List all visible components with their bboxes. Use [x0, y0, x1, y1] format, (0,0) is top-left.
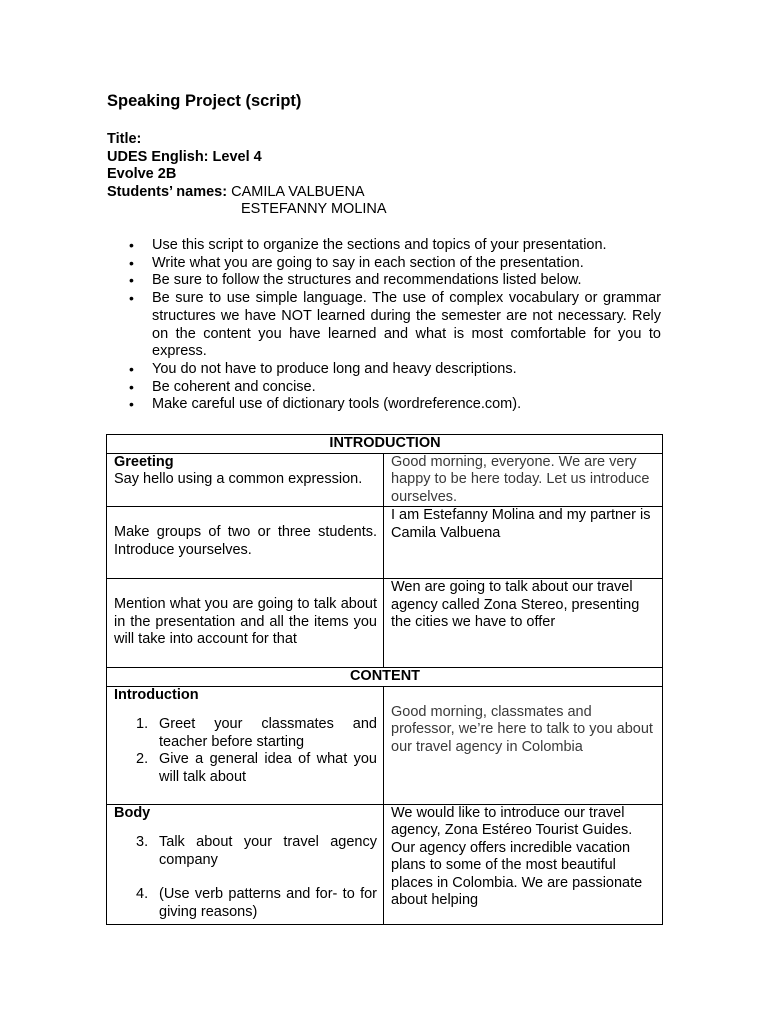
student-name-2: ESTEFANNY MOLINA [241, 201, 387, 217]
student-name-1: CAMILA VALBUENA [231, 183, 365, 200]
content-introduction-list [114, 716, 377, 786]
instructions-list [107, 237, 661, 414]
title-label: Title: [107, 131, 142, 147]
list-item: • Be coherent and concise. [129, 378, 316, 395]
content-body-answer: We would like to introduce our travel agency, Zona Estéreo Tourist Guides. Our agency offers incredible vacation plans to some of the most beautiful places in Colombia. We are passionate about helping [384, 804, 663, 924]
document-heading: Speaking Project (script) [107, 92, 302, 110]
script-table [106, 434, 663, 925]
book-name: Evolve 2B [107, 166, 177, 182]
bullet-icon: • [129, 378, 134, 395]
list-item: 2. Give a general idea of what you will talk about [136, 751, 377, 785]
topics-instruction-cell [107, 579, 384, 668]
table-row [107, 579, 663, 668]
greeting-instruction-cell [107, 453, 384, 507]
table-row [107, 435, 663, 454]
list-item: • Be sure to use simple language. The use of complex vocabulary or grammar structures we have NOT learned during the semester are not necessary. Rely on the content you have learned and what is most comfortable for you to express. [129, 290, 661, 360]
students-label: Students’ names: [107, 183, 228, 200]
table-row [107, 804, 663, 924]
content-introduction-label: Introduction [114, 686, 199, 703]
content-body-list [114, 834, 377, 921]
content-header: CONTENT [107, 668, 663, 687]
course-name: UDES English: Level 4 [107, 148, 262, 165]
list-item: • Write what you are going to say in each section of the presentation. [129, 254, 584, 271]
list-item: • Make careful use of dictionary tools (wordreference.com). [129, 396, 522, 413]
greeting-label: Greeting [114, 453, 174, 470]
introduction-header: INTRODUCTION [107, 435, 663, 454]
list-item: 4. (Use verb patterns and for- to for giving reasons) [136, 886, 377, 920]
table-row [107, 507, 663, 579]
groups-instruction-cell [107, 507, 384, 579]
bullet-icon: • [129, 254, 134, 271]
table-row [107, 453, 663, 507]
topics-answer: Wen are going to talk about our travel agency called Zona Stereo, presenting the cities we have to offer [384, 579, 663, 668]
document-meta [107, 131, 387, 219]
bullet-icon: • [129, 396, 134, 413]
list-item: • Use this script to organize the sections and topics of your presentation. [129, 237, 607, 253]
bullet-icon: • [129, 237, 134, 253]
content-body-cell [107, 804, 384, 924]
greeting-instruction: Say hello using a common expression. [114, 471, 363, 487]
groups-answer: I am Estefanny Molina and my partner is Camila Valbuena [384, 507, 663, 579]
content-introduction-answer: Good morning, classmates and professor, we’re here to talk to you about our travel agency in Colombia [391, 703, 653, 755]
table-row [107, 668, 663, 687]
table-row [107, 686, 663, 804]
list-item: • Be sure to follow the structures and recommendations listed below. [129, 272, 582, 289]
content-body-label: Body [114, 804, 151, 821]
students-line [107, 184, 387, 202]
content-introduction-answer-cell [384, 686, 663, 804]
bullet-icon: • [129, 272, 134, 289]
greeting-answer: Good morning, everyone. We are very happy to be here today. Let us introduce ourselves. [384, 453, 663, 507]
bullet-icon: • [129, 360, 134, 377]
bullet-icon: • [129, 290, 134, 307]
list-item: • You do not have to produce long and heavy descriptions. [129, 360, 517, 377]
topics-instruction: Mention what you are going to talk about in the presentation and all the items you will take into account for that [114, 596, 377, 647]
list-item: 3. Talk about your travel agency company [136, 834, 377, 868]
groups-instruction: Make groups of two or three students. Introduce yourselves. [114, 524, 377, 558]
list-item: 1. Greet your classmates and teacher before starting [136, 716, 377, 750]
content-introduction-cell [107, 686, 384, 804]
